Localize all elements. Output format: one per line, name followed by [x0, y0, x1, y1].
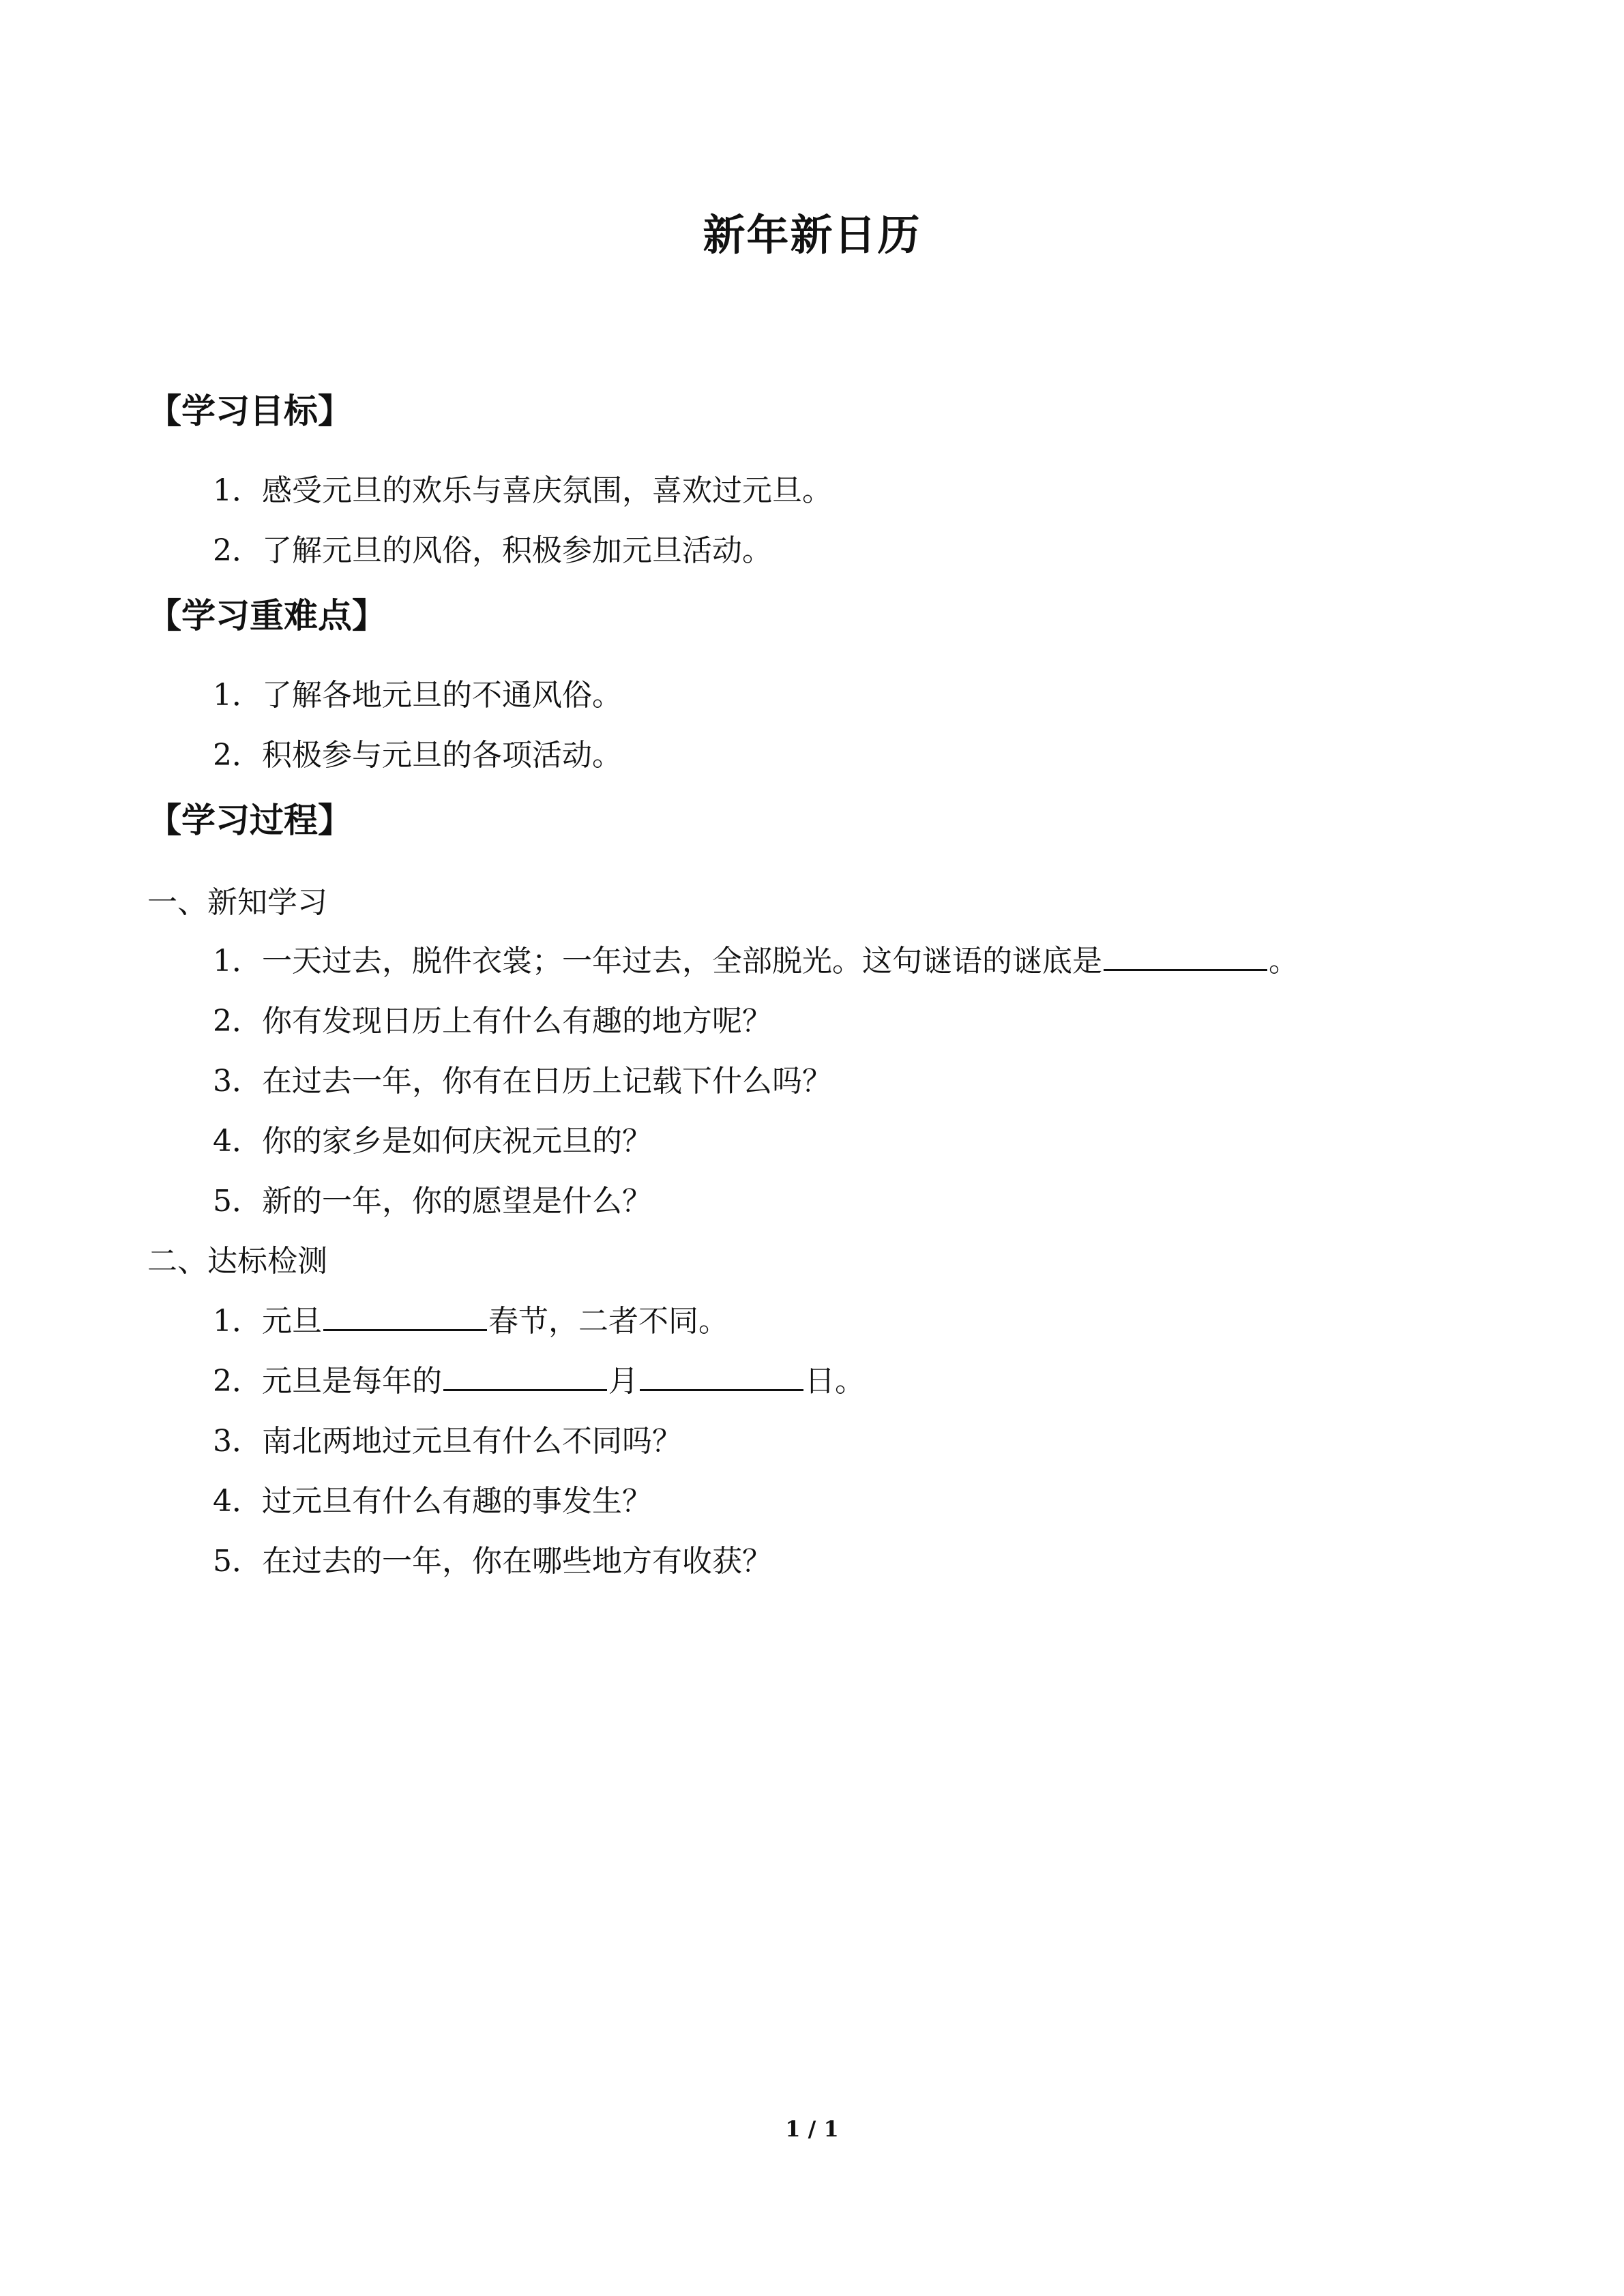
part1-item-2: 2．你有发现日历上有什么有趣的地方呢？: [213, 1004, 772, 1039]
part2-item-4: 4．过元旦有什么有趣的事发生？: [213, 1484, 652, 1519]
part2-item-2-month: 月: [608, 1364, 638, 1399]
part2-item-3: 3．南北两地过元旦有什么不同吗？: [213, 1424, 682, 1459]
part2-item-2-text: 2．元旦是每年的: [213, 1364, 442, 1399]
answer-blank-month[interactable]: [443, 1362, 607, 1391]
answer-blank[interactable]: [1104, 942, 1267, 971]
section-heading-goals: 【学习目标】: [147, 391, 352, 431]
part2-item-1-end: 春节，二者不同。: [488, 1304, 728, 1339]
section-heading-process: 【学习过程】: [147, 801, 352, 840]
part2-item-1-text: 1．元旦: [213, 1304, 322, 1339]
part2-item-5: 5．在过去的一年，你在哪些地方有收获？: [213, 1544, 772, 1579]
part1-item-1-text: 1．一天过去，脱件衣裳；一年过去，全部脱光。这句谜语的谜底是: [213, 944, 1102, 979]
section-heading-keypoints: 【学习重难点】: [147, 596, 386, 636]
keypoint-item-1: 1．了解各地元旦的不通风俗。: [213, 678, 622, 713]
part1-item-3: 3．在过去一年，你有在日历上记载下什么吗？: [213, 1064, 832, 1099]
part1-item-1-end: 。: [1269, 944, 1299, 979]
page-title: 新年新日历: [703, 210, 921, 260]
part2-item-2-end: 日。: [805, 1364, 865, 1399]
page-number: 1 / 1: [785, 2116, 839, 2142]
goal-item-1: 1．感受元旦的欢乐与喜庆氛围，喜欢过元旦。: [213, 473, 832, 508]
part2-item-1: [213, 1301, 728, 1342]
part2-item-2: [213, 1361, 865, 1402]
part1-item-1: [213, 941, 1299, 982]
part2-label: 二、达标检测: [147, 1244, 327, 1279]
goal-item-2: 2．了解元旦的风俗，积极参加元旦活动。: [213, 533, 772, 568]
keypoint-item-2: 2．积极参与元旦的各项活动。: [213, 738, 622, 773]
part1-item-5: 5．新的一年，你的愿望是什么？: [213, 1184, 652, 1219]
answer-blank-day[interactable]: [640, 1362, 803, 1391]
answer-blank[interactable]: [323, 1302, 487, 1331]
part1-label: 一、新知学习: [147, 885, 327, 920]
part1-item-4: 4．你的家乡是如何庆祝元旦的？: [213, 1124, 652, 1159]
